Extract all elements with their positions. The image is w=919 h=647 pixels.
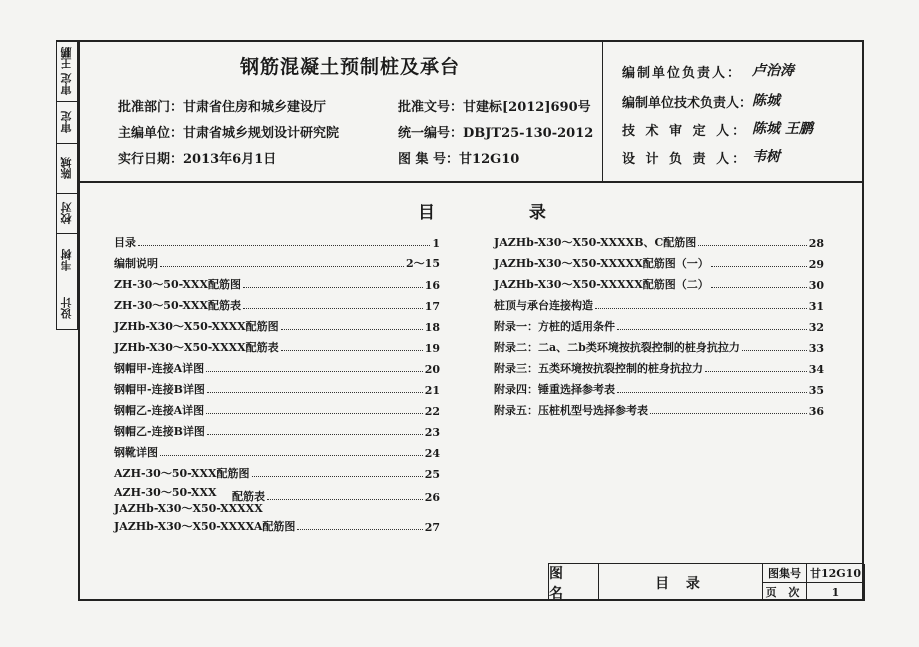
toc-entry[interactable] xyxy=(114,276,440,292)
strip-cell-4: 校对 xyxy=(57,193,77,233)
toc-entry-name: 钢帽乙-连接A详图 xyxy=(114,404,205,417)
toc-entry[interactable] xyxy=(114,465,440,481)
toc-entry-page: 19 xyxy=(424,342,440,355)
toc-entry-name: 钢帽甲-连接A详图 xyxy=(114,362,205,375)
strip-cell-6: 设计 xyxy=(60,297,73,319)
strip-cell-2: 审定 xyxy=(57,101,77,143)
toc-entry[interactable] xyxy=(494,360,824,376)
drawing-name-label: 图 名 xyxy=(549,564,599,601)
signature-4: 韦树 xyxy=(752,149,780,165)
toc-entry[interactable] xyxy=(114,297,440,313)
toc-entry[interactable] xyxy=(114,255,440,271)
toc-entry-page: 21 xyxy=(424,384,440,397)
toc-entry[interactable] xyxy=(114,234,440,250)
toc-entry-page: 23 xyxy=(424,426,440,439)
toc-entry[interactable] xyxy=(114,402,440,418)
toc-entry-page: 16 xyxy=(424,279,440,292)
strip-cell-1: 审定 王鹏 xyxy=(57,41,77,101)
toc-entry-name: JZHb-X30～X50-XXXX配筋表 xyxy=(114,341,279,354)
toc-entry-name: AZH-30～50-XXX配筋图 xyxy=(114,467,250,480)
toc-entry-name: 编制说明 xyxy=(114,257,158,270)
toc-entry-name: ZH-30～50-XXX配筋图 xyxy=(114,278,241,291)
toc-entry-line2: JAZHb-X30～X50-XXXXX xyxy=(114,502,263,515)
toc-entry-page: 20 xyxy=(424,363,440,376)
page-label: 页 次 xyxy=(763,583,807,601)
toc-entry[interactable] xyxy=(114,518,440,534)
toc-entry-name: 桩顶与承台连接构造 xyxy=(494,299,593,312)
signature-1: 卢治涛 xyxy=(752,63,794,79)
toc-entry-name: JAZHb-X30～X50-XXXXX配筋图（一） xyxy=(494,257,709,270)
toc-entry-page: 30 xyxy=(808,279,824,292)
unified-number: 统一编号：DBJT25-130-2012 xyxy=(398,126,594,141)
toc-entry-name: 钢帽甲-连接B详图 xyxy=(114,383,205,396)
toc-entry-name: 钢靴详图 xyxy=(114,446,158,459)
resp-label-1: 编制单位负责人： xyxy=(622,66,743,81)
toc-entry[interactable] xyxy=(494,318,824,334)
toc-entry-name: 配筋表 xyxy=(232,490,265,503)
toc-entry[interactable] xyxy=(494,276,824,292)
toc-entry-name: 附录三：五类环境按抗裂控制的桩身抗拉力 xyxy=(494,362,703,375)
title-block xyxy=(548,563,864,601)
toc-entry-name: 附录五：压桩机型号选择参考表 xyxy=(494,404,648,417)
toc-entry-line1: AZH-30～50-XXX xyxy=(114,486,217,499)
toc-entry-page: 24 xyxy=(424,447,440,460)
toc-entry[interactable] xyxy=(494,255,824,271)
toc-entry[interactable] xyxy=(114,444,440,460)
atlas-number: 图 集 号：甘12G10 xyxy=(398,152,520,167)
toc-entry-page: 29 xyxy=(808,258,824,271)
toc-entry[interactable] xyxy=(114,423,440,439)
toc-entry-page: 25 xyxy=(424,468,440,481)
toc-entry-name: 附录四：锤重选择参考表 xyxy=(494,383,615,396)
drawing-name-value: 目 录 xyxy=(599,564,763,601)
toc-entry[interactable] xyxy=(494,234,824,250)
toc-entry[interactable] xyxy=(494,297,824,313)
toc-entry-page: 2～15 xyxy=(406,257,440,270)
signature-2: 陈城 xyxy=(752,93,780,109)
approval-department: 批准部门：甘肃省住房和城乡建设厅 xyxy=(118,100,327,115)
toc-entry-name: 目录 xyxy=(114,236,136,249)
atlas-no-label: 图集号 xyxy=(763,564,807,583)
toc-entry-page: 34 xyxy=(808,363,824,376)
signature-3: 陈城 王鹏 xyxy=(752,121,813,137)
toc-entry-page: 32 xyxy=(808,321,824,334)
toc-entry-name: JAZHb-X30～X50-XXXXA配筋图 xyxy=(114,520,296,533)
atlas-no-value: 甘12G10 xyxy=(807,564,865,583)
chief-editor-unit: 主编单位：甘肃省城乡规划设计研究院 xyxy=(118,126,340,141)
resp-label-2: 编制单位技术负责人： xyxy=(622,96,753,111)
toc-entry-page: 18 xyxy=(424,321,440,334)
toc-entry[interactable] xyxy=(114,360,440,376)
toc-entry-page: 35 xyxy=(808,384,824,397)
toc-entry-page: 1 xyxy=(432,237,440,250)
toc-entry-name: 附录二：二a、二b类环境按抗裂控制的桩身抗拉力 xyxy=(494,341,740,354)
toc-entry-name: JZHb-X30～X50-XXXX配筋图 xyxy=(114,320,279,333)
toc-title: 目 录 xyxy=(418,203,590,223)
header-separator xyxy=(78,181,864,183)
toc-entry[interactable] xyxy=(494,339,824,355)
toc-entry-page: 33 xyxy=(808,342,824,355)
document-title: 钢筋混凝土预制桩及承台 xyxy=(239,56,460,78)
toc-entry-name: JAZHb-X30～X50-XXXXB、C配筋图 xyxy=(494,236,697,249)
resp-label-4: 设 计 负 责 人： xyxy=(622,152,749,167)
toc-entry-page: 31 xyxy=(808,300,824,313)
toc-entry-page: 22 xyxy=(424,405,440,418)
toc-entry-page: 36 xyxy=(808,405,824,418)
toc-entry-name: 附录一：方桩的适用条件 xyxy=(494,320,615,333)
strip-cell-3: 陈城 xyxy=(57,143,77,193)
toc-entry-page: 26 xyxy=(424,491,440,504)
toc-entry[interactable] xyxy=(232,488,440,504)
resp-label-3: 技 术 审 定 人： xyxy=(622,124,749,139)
signature-strip xyxy=(56,40,78,330)
approval-document-no: 批准文号：甘建标[2012]690号 xyxy=(398,100,591,115)
toc-entry-name: ZH-30～50-XXX配筋表 xyxy=(114,299,241,312)
toc-entry[interactable] xyxy=(114,339,440,355)
toc-entry-page: 28 xyxy=(808,237,824,250)
header-vertical-separator xyxy=(602,40,603,181)
strip-cell-5: 韦树 xyxy=(57,233,77,287)
toc-entry-page: 17 xyxy=(424,300,440,313)
toc-entry-name: JAZHb-X30～X50-XXXXX配筋图（二） xyxy=(494,278,709,291)
toc-entry[interactable] xyxy=(114,318,440,334)
page-value: 1 xyxy=(807,583,865,601)
toc-entry[interactable] xyxy=(114,381,440,397)
toc-entry[interactable] xyxy=(494,402,824,418)
toc-entry-name: 钢帽乙-连接B详图 xyxy=(114,425,205,438)
toc-entry-page: 27 xyxy=(424,521,440,534)
effective-date: 实行日期：2013年6月1日 xyxy=(118,152,277,167)
toc-entry[interactable] xyxy=(494,381,824,397)
